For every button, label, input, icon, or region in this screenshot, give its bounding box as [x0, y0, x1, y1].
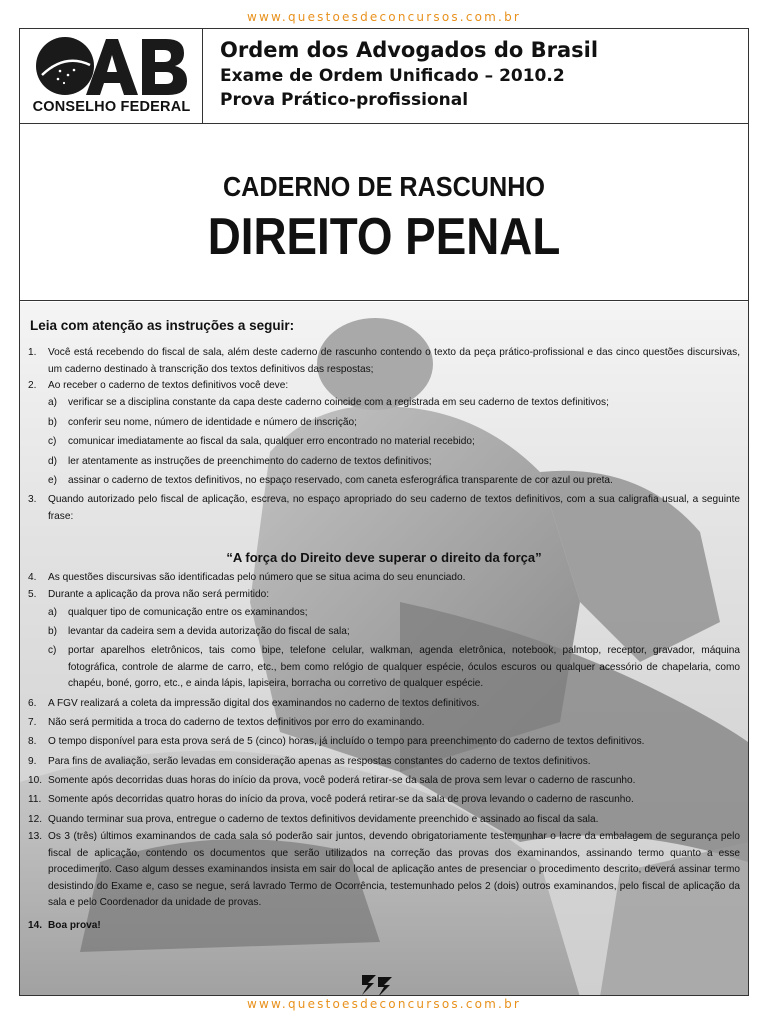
logo-caption: CONSELHO FEDERAL: [32, 99, 191, 115]
instruction-item: 3. Quando autorizado pelo fiscal de aplicação, escreva, no espaço apropriado do seu caderno de textos definitivos, com a sua caligrafia usual, a seguinte frase:: [28, 494, 740, 522]
instruction-subitem: a) verificar se a disciplina constante da capa deste caderno coincide com a registrada em seu caderno de textos definitivos;: [48, 397, 609, 408]
instruction-item: 7. Não será permitida a troca do caderno de textos definitivos por erro do examinando.: [28, 717, 425, 728]
oab-emblem-icon: [34, 35, 190, 97]
site-url-top[interactable]: www.questoesdeconcursos.com.br: [246, 10, 522, 24]
instruction-item: 2. Ao receber o caderno de textos definitivos você deve:: [28, 380, 289, 391]
booklet-subtitle: CADERNO DE RASCUNHO: [222, 171, 546, 202]
instruction-subitem: a) qualquer tipo de comunicação entre os examinandos;: [48, 607, 308, 618]
instruction-item: 12. Quando terminar sua prova, entregue o caderno de textos definitivos devidamente preenchido e assinado ao fiscal da sala.: [28, 814, 599, 825]
org-name: Ordem dos Advogados do Brasil: [220, 38, 599, 62]
exam-type: Prova Prático-profissional: [220, 90, 469, 110]
instruction-item: 10. Somente após decorridas duas horas do início da prova, você poderá retirar-se da sala de prova sem levar o caderno de rascunho.: [28, 775, 636, 786]
subject-title: DIREITO PENAL: [207, 208, 561, 266]
instruction-item: 5. Durante a aplicação da prova não será permitido:: [28, 589, 270, 600]
cover-sheet: [19, 28, 749, 996]
title-block: [20, 125, 748, 301]
instruction-item: 11. Somente após decorridas quatro horas do início da prova, você poderá retirar-se da sala de prova levando o caderno de rascunho.: [28, 794, 634, 805]
instruction-subitem: b) levantar da cadeira sem a devida autorização do fiscal de sala;: [48, 626, 350, 637]
instruction-subitem: e) assinar o caderno de textos definitivos, no espaço reservado, com caneta esferográfica transparente de cor azul ou preta.: [48, 475, 613, 486]
header-titles: [220, 37, 598, 112]
oab-logo: [20, 29, 203, 124]
instruction-item: 13. Os 3 (três) últimos examinandos de cada sala só poderão sair juntos, devendo obrigatoriamente testemunhar o lacre da embalagem de segurança pelo fiscal de aplicação, contendo os documentos que serão utilizados na correção das provas dos examinandos, assinando termo quanto a esse procedimento. Caso algum desses examinandos insista em sair do local de aplicação antes de presenciar o procedimento descrito, deverá assinar termo desistindo do Exame e, caso se negue, será lavrado Termo de Ocorrência, testemunhado pelos 2 (dois) outros examinandos, pelo fiscal de aplicação da sala e pelo Coordenador da unidade de provas.: [28, 831, 740, 908]
instruction-quote: “A força do Direito deve superar o direito da força”: [226, 550, 542, 565]
instruction-subitem: b) conferir seu nome, número de identidade e número de inscrição;: [48, 417, 357, 428]
instruction-item: 14. Boa prova!: [28, 920, 101, 931]
instruction-item: 9. Para fins de avaliação, serão levadas em consideração apenas as respostas constantes do caderno de textos definitivos.: [28, 756, 591, 767]
fgv-logo: [358, 973, 412, 996]
header: [20, 29, 748, 124]
instruction-subitem: d) ler atentamente as instruções de preenchimento do caderno de textos definitivos;: [48, 456, 432, 467]
instructions-area: [20, 302, 748, 996]
instruction-item: 4. As questões discursivas são identificadas pelo número que se situa acima do seu enunciado.: [28, 572, 466, 583]
site-url-bottom[interactable]: www.questoesdeconcursos.com.br: [246, 997, 522, 1011]
exam-name: Exame de Ordem Unificado – 2010.2: [220, 66, 565, 86]
instruction-item: 1. Você está recebendo do fiscal de sala, além deste caderno de rascunho contendo o texto da peça prático-profissional e das cinco questões discursivas, um caderno destinado à transcrição dos textos definitivos das respostas;: [28, 347, 740, 375]
instructions-heading: Leia com atenção as instruções a seguir:: [30, 318, 295, 333]
fgv-emblem-icon: [358, 973, 412, 996]
instruction-subitem: c) comunicar imediatamente ao fiscal da sala, qualquer erro encontrado no material recebido;: [48, 436, 475, 447]
instruction-item: 8. O tempo disponível para esta prova será de 5 (cinco) horas, já incluído o tempo para preenchimento do caderno de textos definitivos.: [28, 736, 645, 747]
instruction-subitem: c) portar aparelhos eletrônicos, tais como bipe, telefone celular, walkman, agenda eletrônica, notebook, palmtop, receptor, gravador, máquina fotográfica, controle de alarme de carro, etc., bem como relógio de qualquer espécie, óculos escuros ou qualquer acessório de chapelaria, como chapéu, boné, gorro, etc., e ainda lápis, lapiseira, borracha ou corretivo de qualquer espécie.: [48, 645, 740, 689]
instruction-item: 6. A FGV realizará a coleta da impressão digital dos examinandos no caderno de textos definitivos.: [28, 698, 480, 709]
